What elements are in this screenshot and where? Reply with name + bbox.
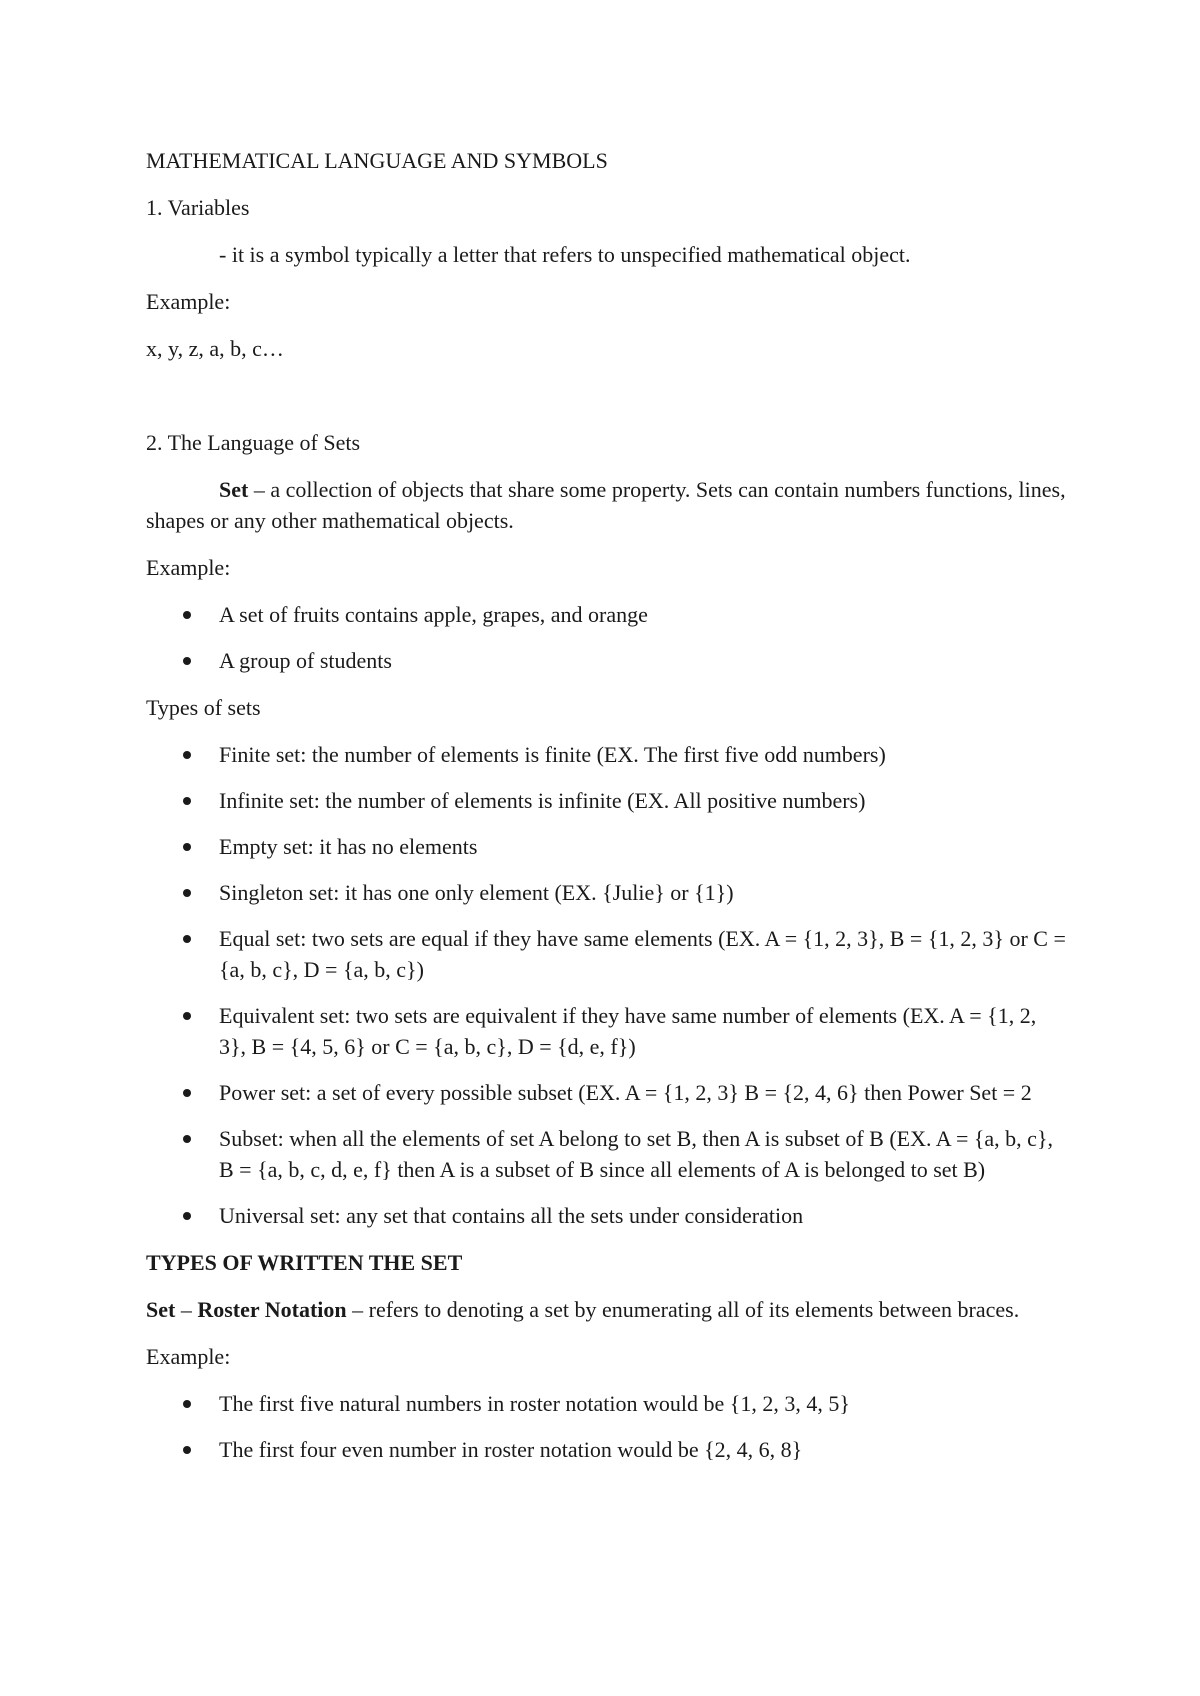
bullet-icon [183,751,191,759]
list-item: The first four even number in roster notation would be {2, 4, 6, 8} [146,1434,1066,1465]
list-item: Power set: a set of every possible subset (EX. A = {1, 2, 3} B = {2, 4, 6} then Power Set = 2 [146,1077,1066,1108]
document-title: MATHEMATICAL LANGUAGE AND SYMBOLS [146,148,608,173]
roster-term: Roster Notation [197,1297,347,1322]
bullet-icon [183,1446,191,1454]
section-spacer [146,380,1066,427]
sets-example-list [146,599,1066,676]
roster-definition-text: – refers to denoting a set by enumerating all of its elements between braces. [346,1297,1020,1322]
bullet-icon [183,843,191,851]
bullet-icon [183,657,191,665]
sets-heading: 2. The Language of Sets [146,430,361,455]
variables-example-label: Example: [146,289,231,314]
bullet-icon [183,1400,191,1408]
bullet-icon [183,889,191,897]
types-of-sets-label: Types of sets [146,695,261,720]
list-item: A set of fruits contains apple, grapes, and orange [146,599,1066,630]
list-item: Empty set: it has no elements [146,831,1066,862]
bullet-icon [183,1135,191,1143]
written-set-heading: TYPES OF WRITTEN THE SET [146,1250,463,1275]
bullet-icon [183,1012,191,1020]
document-page [146,145,1072,1481]
list-item: Universal set: any set that contains all the sets under consideration [146,1200,1066,1231]
bullet-icon [183,1212,191,1220]
list-item: The first five natural numbers in roster notation would be {1, 2, 3, 4, 5} [146,1388,1066,1419]
list-item: Infinite set: the number of elements is infinite (EX. All positive numbers) [146,785,1066,816]
bullet-icon [183,797,191,805]
list-item: Subset: when all the elements of set A belong to set B, then A is subset of B (EX. A = {a, b, c}, B = {a, b, c, d, e, f} then A is a subset of B since all elements of A is belonged to set B) [146,1123,1066,1185]
set-definition-text: – a collection of objects that share some property. Sets can contain numbers functions, lines, shapes or any other mathematical objects. [146,477,1072,533]
types-of-sets-list [146,739,1066,1231]
roster-term-set: Set [146,1297,176,1322]
list-item: Equivalent set: two sets are equivalent if they have same number of elements (EX. A = {1, 2, 3}, B = {4, 5, 6} or C = {a, b, c}, D = {d, e, f}) [146,1000,1066,1062]
roster-notation-definition: Set – Roster Notation – refers to denoting a set by enumerating all of its elements between braces. [146,1297,1020,1322]
roster-example-label: Example: [146,1344,231,1369]
list-item: Singleton set: it has one only element (EX. {Julie} or {1}) [146,877,1066,908]
list-item: A group of students [146,645,1066,676]
variables-definition: - it is a symbol typically a letter that refers to unspecified mathematical object. [219,242,911,267]
sets-example-label: Example: [146,555,231,580]
sets-definition [146,474,1072,536]
variables-example: x, y, z, a, b, c… [146,336,284,361]
bullet-icon [183,611,191,619]
bullet-icon [183,935,191,943]
bullet-icon [183,1089,191,1097]
variables-heading: 1. Variables [146,195,250,220]
roster-example-list [146,1388,1066,1465]
list-item: Equal set: two sets are equal if they have same elements (EX. A = {1, 2, 3}, B = {1, 2, 3} or C = {a, b, c}, D = {a, b, c}) [146,923,1066,985]
set-term: Set [219,477,249,502]
list-item: Finite set: the number of elements is finite (EX. The first five odd numbers) [146,739,1066,770]
